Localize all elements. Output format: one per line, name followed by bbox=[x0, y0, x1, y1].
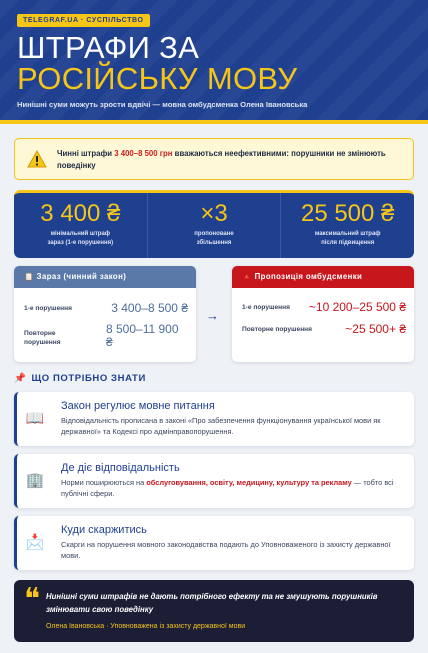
warning-alert bbox=[14, 138, 414, 180]
proposal-card bbox=[232, 266, 414, 362]
stat-label-line: збільшення bbox=[196, 239, 232, 246]
quote-author: Олена Івановська · Уповноважена із захисту державної мови bbox=[46, 623, 246, 630]
stat-label-line: максимальний штраф bbox=[314, 231, 381, 237]
stat-value: 25 500 ₴ bbox=[300, 200, 395, 227]
row-value bbox=[106, 323, 179, 349]
info-title: Де діє відповідальність bbox=[61, 462, 180, 474]
row-label bbox=[24, 330, 61, 347]
title-line-1: ШТРАФИ ЗА bbox=[17, 30, 200, 65]
proposal-title: 🔺 Пропозиція омбудсменки bbox=[232, 266, 414, 288]
info-text: Відповідальність прописана в законі «Про забезпечення функціонування української мови як державної» та Кодексі про адмінправопорушення. bbox=[61, 416, 381, 436]
quote-text: Нинішні суми штрафів не дають потрібного ефекту та не змушують порушників змінювати свою поведінку bbox=[46, 592, 378, 614]
stat-label bbox=[281, 230, 414, 247]
row-value-line: 8 500–11 900 bbox=[106, 322, 179, 336]
stat-label bbox=[148, 230, 281, 247]
info-title: Куди скаржитись bbox=[61, 524, 147, 536]
info-text: Скарги на порушення мовного законодавства подають до Уповноваженого із захисту державної мови. bbox=[61, 540, 391, 560]
row-value-line: ₴ bbox=[106, 335, 113, 349]
alert-text bbox=[57, 148, 403, 171]
row-label-line: порушення bbox=[24, 338, 61, 346]
warning-icon bbox=[27, 150, 47, 168]
info-item-complaints bbox=[14, 516, 414, 570]
row-value: ~10 200–25 500 ₴ bbox=[308, 300, 406, 314]
info-text-highlight: обслуговування, освіту, медицину, культуру та рекламу bbox=[146, 478, 352, 487]
quote-mark-icon: ❝ bbox=[24, 582, 41, 617]
title-line-2: РОСІЙСЬКУ МОВУ bbox=[17, 61, 298, 96]
stat-label bbox=[14, 230, 147, 247]
pin-icon: 📌 bbox=[14, 373, 27, 384]
stat-value: 3 400 ₴ bbox=[40, 200, 121, 227]
current-law-title: 📋 Зараз (чинний закон) bbox=[14, 266, 196, 288]
current-law-card bbox=[14, 266, 196, 362]
alert-highlight: 3 400–8 500 грн bbox=[114, 149, 173, 158]
row-value: 3 400–8 500 ₴ bbox=[111, 301, 188, 315]
row-label: 1-е порушення bbox=[242, 304, 290, 311]
building-icon: 🏢 bbox=[25, 472, 45, 489]
compare-row bbox=[242, 301, 406, 315]
quote-block bbox=[14, 580, 414, 642]
stat-label-line: після підвищення bbox=[321, 239, 375, 246]
subtitle: Нинішні суми можуть зрости вдвічі — мовна омбудсменка Олена Івановська bbox=[17, 100, 308, 109]
row-label: 1-е порушення bbox=[24, 305, 72, 312]
section-title bbox=[14, 373, 146, 384]
info-title: Закон регулює мовне питання bbox=[61, 400, 215, 412]
stat-value: ×3 bbox=[200, 200, 228, 227]
source-tag[interactable]: TELEGRAF.UA · СУСПІЛЬСТВО bbox=[17, 14, 150, 27]
row-value: ~25 500+ ₴ bbox=[345, 322, 406, 336]
stat-label-line: мінімальний штраф bbox=[50, 231, 111, 237]
stat-max-fine bbox=[280, 193, 414, 258]
info-text-suffix: — тобто всі публічні сфери. bbox=[61, 478, 394, 498]
stat-multiplier bbox=[147, 193, 281, 258]
book-icon: 📖 bbox=[25, 410, 45, 427]
info-item-scope bbox=[14, 454, 414, 508]
stat-min-fine bbox=[14, 193, 147, 258]
compare-row bbox=[24, 322, 188, 354]
envelope-icon: 📩 bbox=[25, 534, 45, 551]
section-title-text: ЩО ПОТРІБНО ЗНАТИ bbox=[31, 373, 146, 384]
compare-row bbox=[24, 302, 188, 316]
hero-header bbox=[0, 0, 428, 124]
row-label-line: Повторне bbox=[24, 330, 56, 337]
stat-label-line: пропоноване bbox=[194, 231, 234, 237]
compare-arrow-icon: → bbox=[206, 308, 219, 323]
compare-row bbox=[242, 323, 406, 337]
info-text-prefix: Норми поширюються на bbox=[61, 478, 147, 487]
stats-panel bbox=[14, 190, 414, 258]
info-item-law bbox=[14, 392, 414, 446]
info-text bbox=[61, 477, 403, 499]
stat-label-line: зараз (1-е порушення) bbox=[47, 239, 114, 246]
alert-suffix: вважаються неефективними: порушники не змінюють поведінку bbox=[57, 149, 386, 170]
alert-prefix: Чинні штрафи bbox=[57, 149, 115, 158]
row-label: Повторне порушення bbox=[242, 326, 313, 333]
